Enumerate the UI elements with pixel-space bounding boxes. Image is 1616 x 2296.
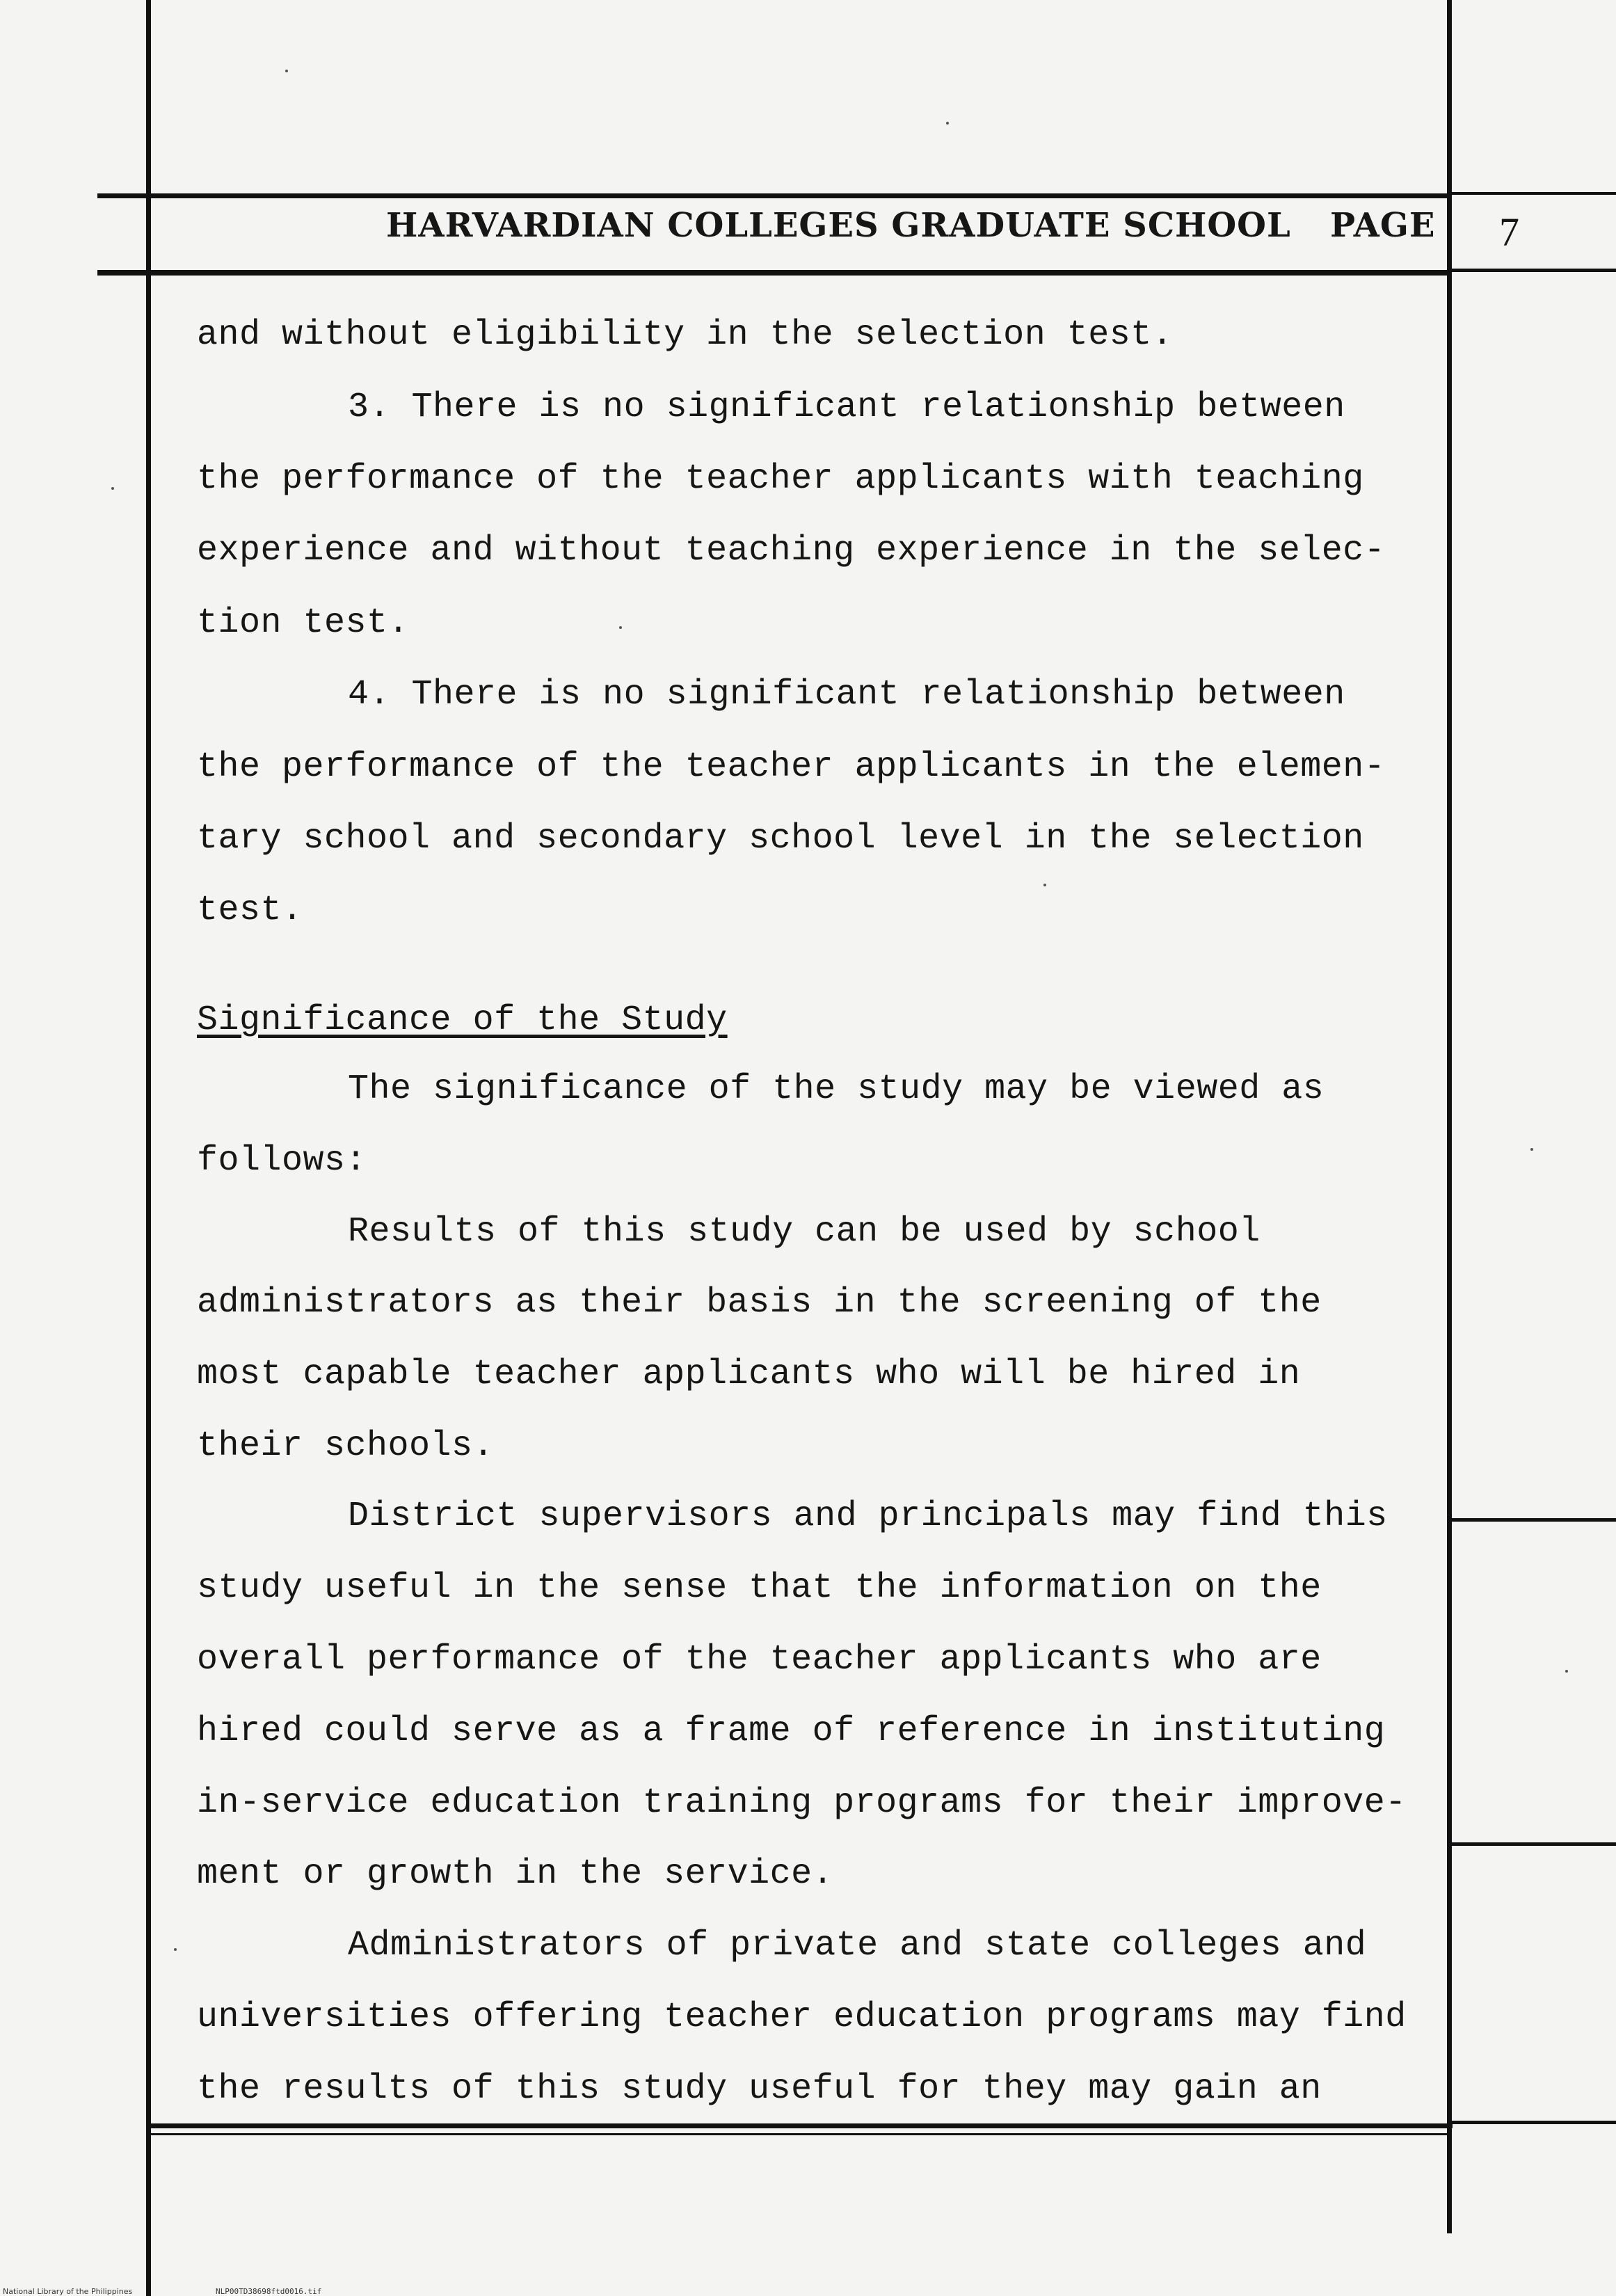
scan-speck xyxy=(285,70,288,72)
scan-speck xyxy=(111,487,114,490)
header-bottom-rule xyxy=(97,270,1450,276)
right-tick-3 xyxy=(1452,2121,1616,2124)
scan-speck xyxy=(1043,884,1046,886)
scan-speck xyxy=(619,626,622,629)
page-header-label: PAGE xyxy=(1330,206,1436,245)
header-top-rule xyxy=(97,193,1450,198)
text-line: study useful in the sense that the information on the xyxy=(197,1568,1322,1608)
text-line: District supervisors and principals may find this xyxy=(348,1497,1388,1536)
text-line: Results of this study can be used by school xyxy=(348,1212,1261,1252)
right-margin-line xyxy=(1447,0,1452,2233)
text-line: most capable teacher applicants who will be hired in xyxy=(197,1355,1301,1394)
hypothesis-3-line: 3. There is no significant relationship between xyxy=(348,388,1345,427)
text-line: Administrators of private and state colleges and xyxy=(348,1926,1367,1966)
text-line: follows: xyxy=(197,1141,367,1181)
text-line: overall performance of the teacher applicants who are xyxy=(197,1640,1322,1680)
scan-speck xyxy=(1565,1670,1568,1673)
text-line: The significance of the study may be viewed as xyxy=(348,1069,1325,1109)
left-margin-line xyxy=(146,0,151,2296)
text-line: the performance of the teacher applicants in the elemen- xyxy=(197,747,1386,787)
hypothesis-4-line: 4. There is no significant relationship between xyxy=(348,675,1345,715)
text-line: their schools. xyxy=(197,1426,495,1466)
footer-filename: NLP00TD38698ftd0016.tif xyxy=(216,2287,322,2296)
page-number: 7 xyxy=(1499,209,1519,255)
right-tick-2 xyxy=(1452,1842,1616,1846)
text-line: hired could serve as a frame of reference in instituting xyxy=(197,1712,1386,1751)
section-heading: Significance of the Study xyxy=(197,1000,728,1040)
right-tick-1 xyxy=(1452,1518,1616,1522)
text-line: experience and without teaching experience in the selec- xyxy=(197,531,1386,571)
text-line: the performance of the teacher applicants with teaching xyxy=(197,459,1364,499)
text-line: universities offering teacher education programs may find xyxy=(197,1998,1407,2037)
scan-speck xyxy=(174,1948,177,1951)
text-line: administrators as their basis in the screening of the xyxy=(197,1283,1322,1323)
text-line: test. xyxy=(197,891,303,930)
text-line: tary school and secondary school level in the selection xyxy=(197,819,1364,859)
text-line: tion test. xyxy=(197,603,410,643)
text-line: ment or growth in the service. xyxy=(197,1854,834,1894)
text-line: and without eligibility in the selection test. xyxy=(197,315,1174,355)
page-header-title: HARVARDIAN COLLEGES GRADUATE SCHOOL xyxy=(386,206,1291,245)
footer-credit: National Library of the Philippines xyxy=(3,2287,133,2296)
header-bottom-rule-right xyxy=(1452,269,1616,272)
scan-speck xyxy=(1530,1148,1533,1151)
text-line: in-service education training programs for their improve- xyxy=(197,1783,1407,1823)
text-line: the results of this study useful for they may gain an xyxy=(197,2069,1322,2109)
header-top-rule-right xyxy=(1452,192,1616,195)
footer-rule-left xyxy=(150,2133,1450,2135)
scan-speck xyxy=(946,122,949,125)
footer-rule xyxy=(146,2123,1453,2128)
